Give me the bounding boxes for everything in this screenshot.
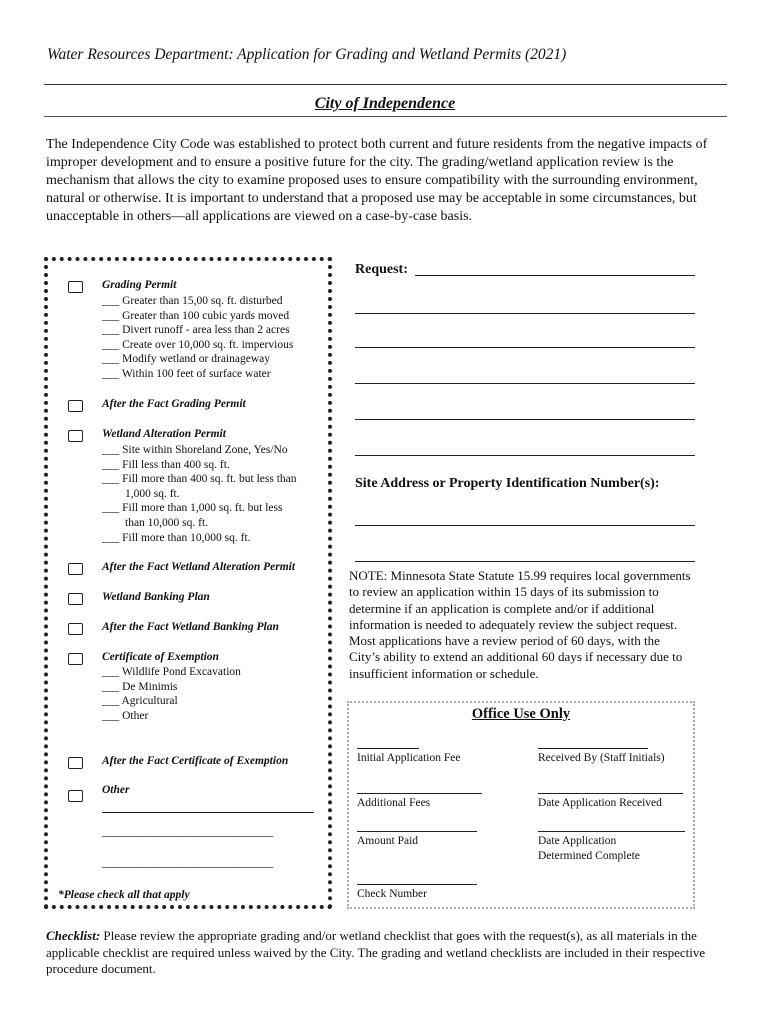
- wetland-option[interactable]: ___ Fill more than 1,000 sq. ft. but less: [102, 502, 283, 515]
- after-fact-grading-checkbox[interactable]: [68, 400, 83, 412]
- check-number-label: Check Number: [357, 888, 427, 900]
- date-complete-label-line2: Determined Complete: [538, 850, 640, 862]
- site-address-label: Site Address or Property Identification Number(s):: [355, 476, 660, 491]
- wetland-option[interactable]: ___ Fill more than 10,000 sq. ft.: [102, 531, 251, 544]
- other-input-line[interactable]: [102, 812, 314, 813]
- exemption-option[interactable]: ___ Other: [102, 709, 149, 722]
- additional-fees-label: Additional Fees: [357, 797, 431, 809]
- other-dash-line-2[interactable]: ______________________________: [102, 855, 274, 869]
- grading-option[interactable]: ___ Greater than 100 cubic yards moved: [102, 309, 290, 322]
- request-line[interactable]: [355, 313, 695, 314]
- document-header: Water Resources Department: Application for Grading and Wetland Permits (2021): [47, 46, 567, 63]
- initial-fee-label: Initial Application Fee: [357, 752, 461, 764]
- request-label: Request:: [355, 262, 408, 277]
- please-check-note: *Please check all that apply: [58, 889, 190, 901]
- date-complete-line[interactable]: [538, 831, 685, 832]
- grading-option[interactable]: ___ Greater than 15,00 sq. ft. disturbed: [102, 295, 283, 307]
- wetland-option[interactable]: ___ Fill more than 400 sq. ft. but less than: [102, 473, 297, 486]
- date-complete-label: [538, 834, 640, 864]
- date-received-line[interactable]: [538, 793, 683, 794]
- grading-permit-title: Grading Permit: [102, 279, 177, 291]
- office-use-title: Office Use Only: [471, 706, 571, 722]
- grading-option[interactable]: ___ Create over 10,000 sq. ft. impervious: [102, 338, 294, 351]
- request-input-line[interactable]: [415, 275, 695, 276]
- received-by-label: Received By (Staff Initials): [538, 752, 665, 764]
- checklist-paragraph: [46, 928, 726, 978]
- city-title: City of Independence: [314, 95, 456, 112]
- other-title: Other: [102, 784, 130, 796]
- wetland-option-continued: 1,000 sq. ft.: [102, 487, 180, 500]
- certificate-exemption-checkbox[interactable]: [68, 653, 83, 665]
- after-fact-wetland-title: After the Fact Wetland Alteration Permit: [102, 561, 296, 573]
- header-rule: [44, 84, 727, 85]
- wetland-alteration-title: Wetland Alteration Permit: [102, 428, 226, 440]
- title-rule: [44, 116, 727, 117]
- other-checkbox[interactable]: [68, 790, 83, 802]
- after-fact-wetland-checkbox[interactable]: [68, 563, 83, 575]
- wetland-option[interactable]: ___ Site within Shoreland Zone, Yes/No: [102, 444, 288, 456]
- other-dash-line-1[interactable]: ______________________________: [102, 824, 274, 838]
- wetland-alteration-checkbox[interactable]: [68, 430, 83, 442]
- grading-option[interactable]: ___ Modify wetland or drainageway: [102, 353, 270, 366]
- amount-paid-label: Amount Paid: [357, 835, 419, 847]
- exemption-options: [102, 665, 241, 723]
- date-complete-label-line1: Date Application: [538, 835, 617, 847]
- wetland-alteration-options: [102, 443, 297, 545]
- grading-permit-options: [102, 294, 293, 382]
- after-fact-grading-title: After the Fact Grading Permit: [102, 398, 246, 410]
- request-line[interactable]: [355, 419, 695, 420]
- statute-note: NOTE: Minnesota State Statute 15.99 requires local governments to review an application within 15 days of its submission to determine if an application is complete and/or if additional information is needed to adequately review the subject request. Most applications have a review period of 60 days, with the City’s ability to extend an additional 60 days if necessary due to insufficient information or schedule.: [349, 568, 691, 681]
- after-fact-banking-checkbox[interactable]: [68, 623, 83, 635]
- request-line[interactable]: [355, 347, 695, 348]
- after-fact-exemption-title: After the Fact Certificate of Exemption: [102, 755, 289, 767]
- wetland-banking-checkbox[interactable]: [68, 593, 83, 605]
- amount-paid-line[interactable]: [357, 831, 477, 832]
- additional-fees-line[interactable]: [357, 793, 482, 794]
- initial-fee-line[interactable]: [357, 748, 419, 749]
- exemption-option[interactable]: ___ Agricultural: [102, 695, 178, 708]
- wetland-option[interactable]: ___ Fill less than 400 sq. ft.: [102, 458, 230, 471]
- grading-option[interactable]: ___ Divert runoff - area less than 2 acres: [102, 324, 290, 337]
- checklist-text: Please review the appropriate grading and/or wetland checklist that goes with the request(s), as all materials in the applicable checklist are required unless waived by the City. The grading and wetland checklists are included in their respective procedure document.: [46, 928, 706, 976]
- grading-permit-checkbox[interactable]: [68, 281, 83, 293]
- check-number-line[interactable]: [357, 884, 477, 885]
- site-address-line[interactable]: [355, 525, 695, 526]
- checklist-label: Checklist:: [46, 928, 101, 943]
- received-by-line[interactable]: [538, 748, 648, 749]
- wetland-banking-title: Wetland Banking Plan: [102, 591, 210, 603]
- grading-option[interactable]: ___ Within 100 feet of surface water: [102, 367, 271, 380]
- certificate-exemption-title: Certificate of Exemption: [102, 651, 219, 663]
- date-received-label: Date Application Received: [538, 797, 662, 809]
- wetland-option-continued: than 10,000 sq. ft.: [102, 516, 209, 529]
- site-address-line[interactable]: [355, 561, 695, 562]
- exemption-option[interactable]: ___ De Minimis: [102, 680, 178, 693]
- request-line[interactable]: [355, 455, 695, 456]
- exemption-option[interactable]: ___ Wildlife Pond Excavation: [102, 666, 241, 678]
- intro-paragraph: The Independence City Code was established to protect both current and future residents from the negative impacts of improper development and to ensure a positive future for the city. The grading/wetland application review is the mechanism that allows the city to examine proposed uses to ensure compatibility with the surrounding environment, natural or otherwise. It is important to understand that a proposed use may be acceptable in some circumstances, but unacceptable in others—all applications are viewed on a case-by-case basis.: [46, 137, 708, 224]
- after-fact-exemption-checkbox[interactable]: [68, 757, 83, 769]
- after-fact-banking-title: After the Fact Wetland Banking Plan: [102, 621, 279, 633]
- request-line[interactable]: [355, 383, 695, 384]
